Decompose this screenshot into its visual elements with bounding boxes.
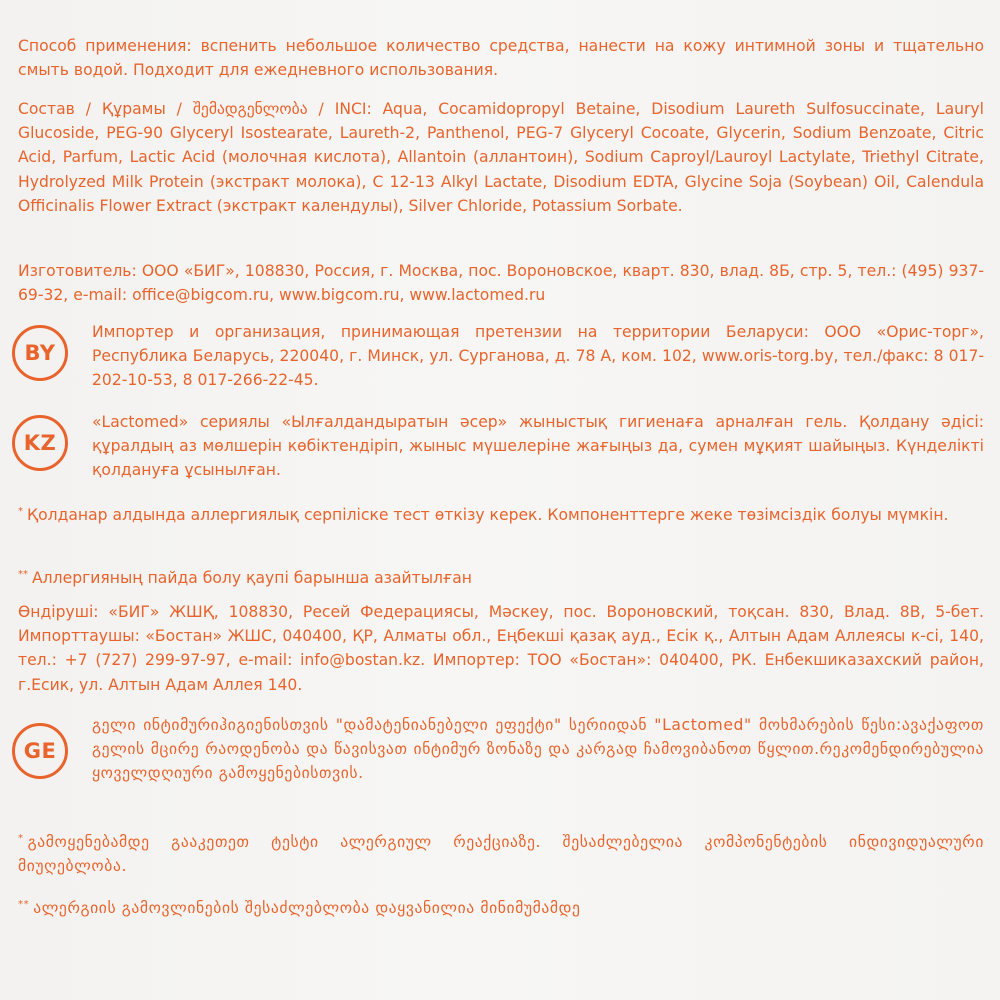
by-importer-text: Импортер и организация, принимающая претензии на территории Беларуси: ООО «Орис-торг», Республика Беларусь, 220040, г. Минск, ул. Сурганова, д. 78 А, ком. 102, www.oris-torg.by, тел./факс: 8 017-202-10-53, 8 017-266-22-45. bbox=[92, 323, 984, 390]
kz-footnote-1 bbox=[18, 500, 984, 527]
ge-footnote-1 bbox=[18, 827, 984, 878]
usage-instructions: Способ применения: вспенить небольшое количество средства, нанести на кожу интимной зоны и тщательно смыть водой. Подходит для ежедневного использования. bbox=[18, 37, 984, 80]
kz-footnote-2 bbox=[18, 563, 984, 590]
ge-footnote-2 bbox=[18, 893, 984, 920]
footnote-mark: * bbox=[18, 833, 24, 844]
footnote-mark: ** bbox=[18, 899, 30, 910]
composition-text: Состав / Құрамы / შემადგენლობა / INCI: Aqua, Cocamidopropyl Betaine, Disodium Laureth Sulfosuccinate, Lauryl Glucoside, PEG-90 Glyceryl Isostearate, Laureth-2, Panthenol, PEG-7 Glyceryl Cocoate, Glycerin, Sodium Benzoate, Citric Acid, Parfum, Lactic Acid (молочная кислота), Allantoin (аллантоин), Sodium Caproyl/Lauroyl Lactylate, Triethyl Citrate, Hydrolyzed Milk Protein (экстракт молока), C 12-13 Alkyl Lactate, Disodium EDTA, Glycine Soja (Soybean) Oil, Calendula Officinalis Flower Extract (экстракт календулы), Silver Chloride, Potassium Sorbate. bbox=[18, 100, 984, 215]
footnote-text: ალერგიის გამოვლინების შესაძლებლობა დაყვანილია მინიმუმამდე bbox=[33, 899, 581, 917]
kz-badge: KZ bbox=[12, 415, 68, 471]
footnote-text: Аллергияның пайда болу қаупі барынша азайтылған bbox=[32, 569, 472, 587]
footnote-mark: ** bbox=[18, 569, 28, 580]
footnote-text: Қолданар алдында аллергиялық серпіліске тест өткізу керек. Компоненттерге жеке төзімсіздік болуы мүмкін. bbox=[27, 506, 949, 524]
footnote-mark: * bbox=[18, 506, 23, 517]
kz-description: «Lactomed» сериялы «Ылғалдандыратын әсер» жыныстық гигиенаға арналған гель. Қолдану әдісі: құралдың аз мөлшерін көбіктендіріп, жыныс мүшелеріне жағыңыз да, сумен мұқият шайыңыз. Күнделікті қолдануға ұсынылған. bbox=[92, 413, 984, 480]
kz-producer-importer: Өндіруші: «БИГ» ЖШҚ, 108830, Ресей Федерациясы, Мәскеу, пос. Вороновский, тоқсан. 830, Влад. 8В, 5-бет. Импорттаушы: «Бостан» ЖШС, 040400, ҚР, Алматы обл., Еңбекші қазақ ауд., Есік қ., Алтын Адам Аллеясы к-сі, 140, тел.: +7 (727) 299-97-97, e-mail: info@bostan.kz. Импортер: ТОО «Бостан»: 040400, РК. Енбекшиказахский район, г.Есик, ул. Алтын Адам Аллея 140. bbox=[18, 603, 984, 694]
footnote-text: გამოყენებამდე გააკეთეთ ტესტი ალერგიულ რეაქციაზე. შესაძლებელია კომპონენტების ინდივიდუალური მიუღებლობა. bbox=[18, 833, 984, 876]
ge-description: გელი ინტიმურიჰიგიენისთვის "დამატენიანებელი ეფექტი" სერიიდან "Lactomed" მოხმარების წესი:ავაქაფოთ გელის მცირე რაოდენობა და წავისვათ ინტიმურ ზონაზე და კარგად ჩამოვიბანოთ წყლით.რეკომენდირებულია ყოველდღიური გამოყენებისთვის. bbox=[92, 716, 984, 783]
manufacturer-info: Изготовитель: ООО «БИГ», 108830, Россия, г. Москва, пос. Вороновское, кварт. 830, влад. 8Б, стр. 5, тел.: (495) 937-69-32, e-mail: office@bigcom.ru, www.bigcom.ru, www.lactomed.ru bbox=[18, 262, 984, 305]
ge-badge: GE bbox=[12, 723, 68, 779]
by-badge: BY bbox=[12, 325, 68, 381]
